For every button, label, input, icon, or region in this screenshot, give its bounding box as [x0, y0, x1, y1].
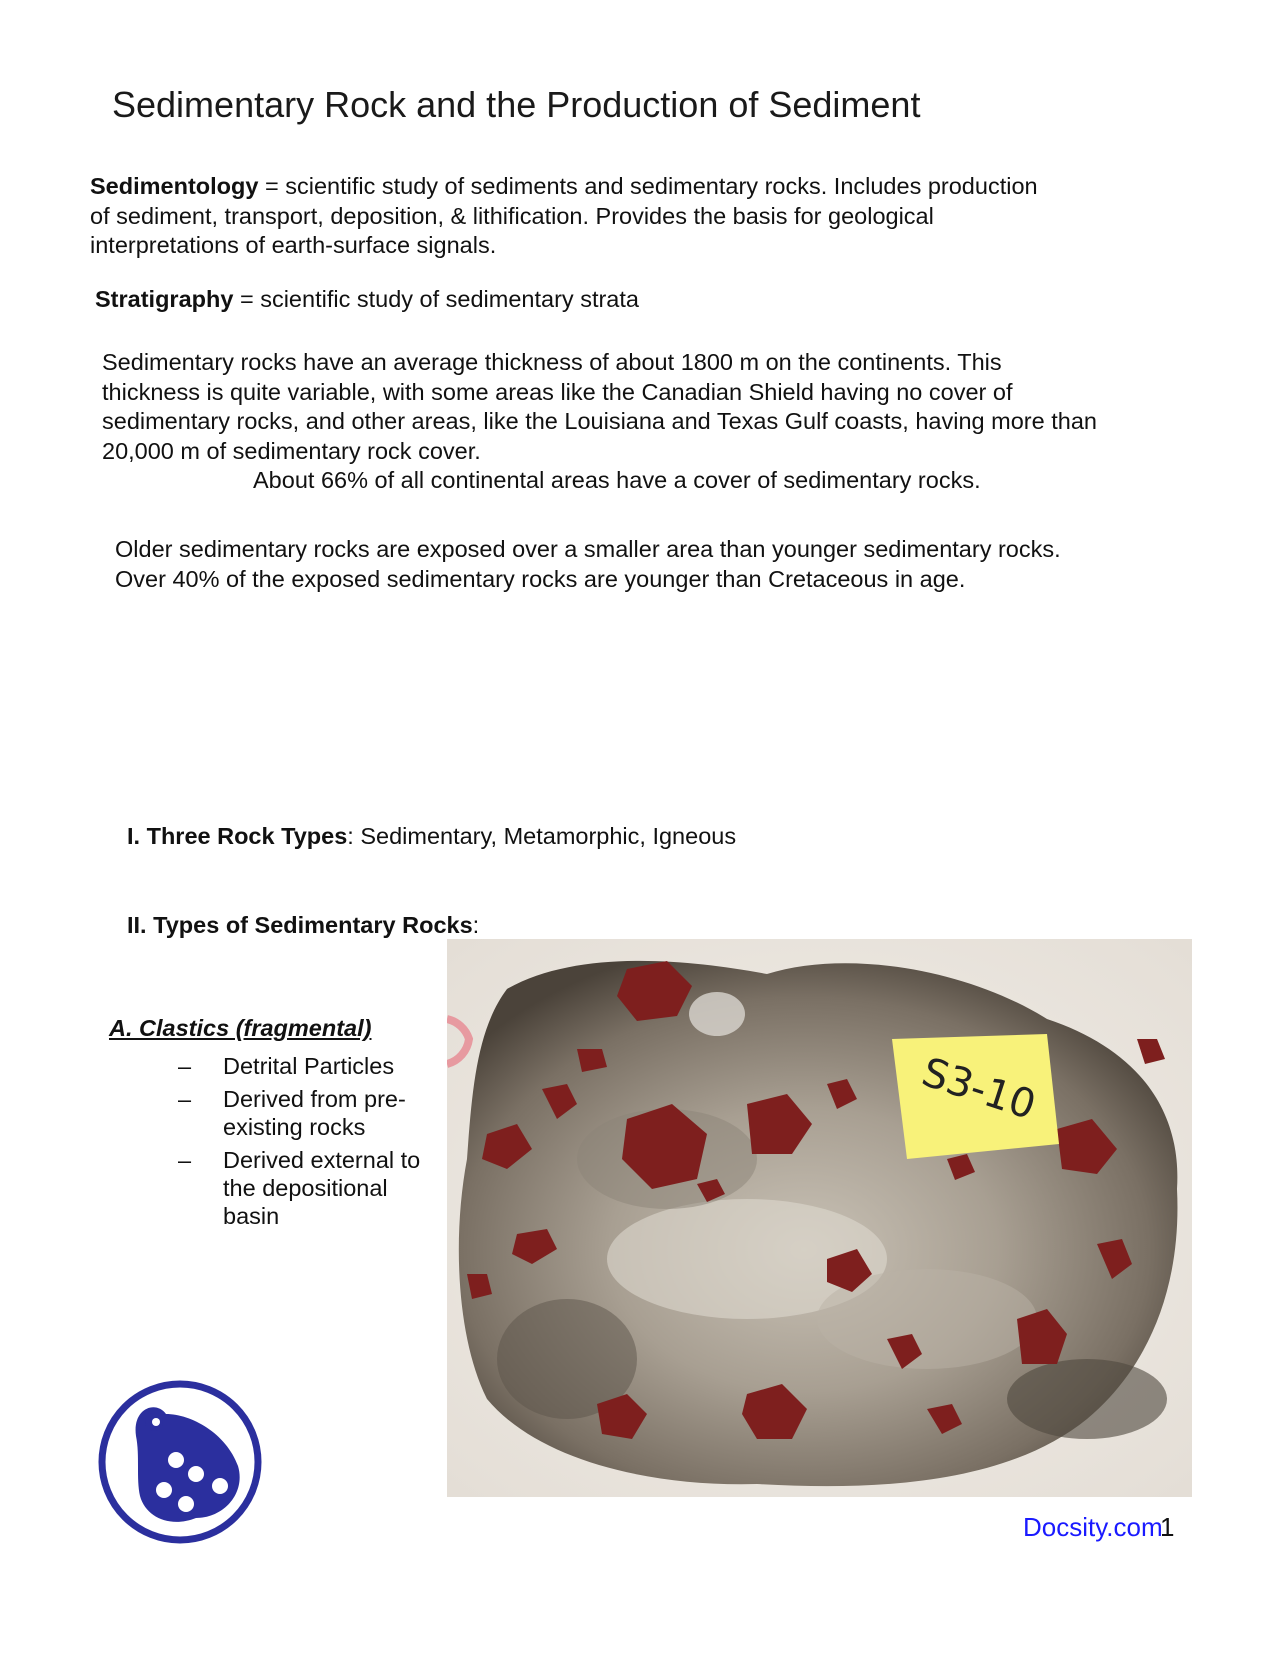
list-item-text: Detrital Particles [223, 1053, 395, 1079]
older-line-1: Older sedimentary rocks are exposed over a smaller area than younger sedimentary rocks. [115, 536, 1061, 562]
page-number: 1 [1160, 1512, 1175, 1542]
list-item [178, 1146, 443, 1230]
dash-bullet: – [178, 1086, 192, 1112]
docsity-logo [96, 1378, 264, 1546]
section-rock-types [127, 823, 736, 850]
section-rock-types-text: : Sedimentary, Metamorphic, Igneous [347, 823, 737, 849]
section-rock-types-label: I. Three Rock Types [127, 823, 348, 849]
stratigraphy-term: Stratigraphy [95, 286, 234, 312]
docsity-footer-link[interactable]: Docsity.com [1023, 1512, 1163, 1542]
list-item [178, 1085, 443, 1141]
sample-label-sticker [892, 1034, 1059, 1159]
thickness-paragraph [102, 348, 1097, 496]
section-sedimentary-types [127, 912, 479, 939]
older-rocks-paragraph [115, 535, 1061, 594]
dash-bullet: – [178, 1053, 192, 1079]
sedimentology-line-1: = scientific study of sediments and sedimentary rocks. Includes production [258, 173, 1038, 199]
sedimentology-paragraph [90, 172, 1038, 261]
thickness-line-2: thickness is quite variable, with some areas like the Canadian Shield having no cover of [102, 378, 1013, 405]
dash-bullet: – [178, 1147, 192, 1173]
stratigraphy-paragraph [95, 285, 639, 315]
list-item-text: Derived from pre-existing rocks [223, 1086, 406, 1140]
sedimentology-line-3: interpretations of earth-surface signals. [90, 232, 497, 258]
older-line-2: Over 40% of the exposed sedimentary rocks are younger than Cretaceous in age. [115, 565, 966, 592]
list-item [178, 1052, 443, 1080]
sedimentology-term: Sedimentology [90, 173, 259, 199]
thickness-line-3: sedimentary rocks, and other areas, like the Louisiana and Texas Gulf coasts, having more than [102, 408, 1097, 434]
list-item-text: Derived external to the depositional basin [223, 1147, 421, 1229]
section-sedimentary-types-text: : [472, 912, 480, 938]
section-sedimentary-types-label: II. Types of Sedimentary Rocks [127, 912, 473, 938]
clastics-heading: A. Clastics (fragmental) [109, 1015, 372, 1041]
stratigraphy-definition: = scientific study of sedimentary strata [233, 286, 639, 312]
page-title: Sedimentary Rock and the Production of Sediment [112, 84, 921, 125]
thickness-line-4: 20,000 m of sedimentary rock cover. [102, 437, 481, 464]
rock-sample-photo [447, 939, 1192, 1497]
sedimentology-line-2: of sediment, transport, deposition, & lithification. Provides the basis for geological [90, 202, 934, 229]
clastics-list [178, 1052, 443, 1235]
sample-label-text: S3-10 [916, 1049, 1042, 1129]
thickness-line-1: Sedimentary rocks have an average thickness of about 1800 m on the continents. This [102, 349, 1002, 375]
thickness-line-5: About 66% of all continental areas have a cover of sedimentary rocks. [253, 467, 981, 493]
